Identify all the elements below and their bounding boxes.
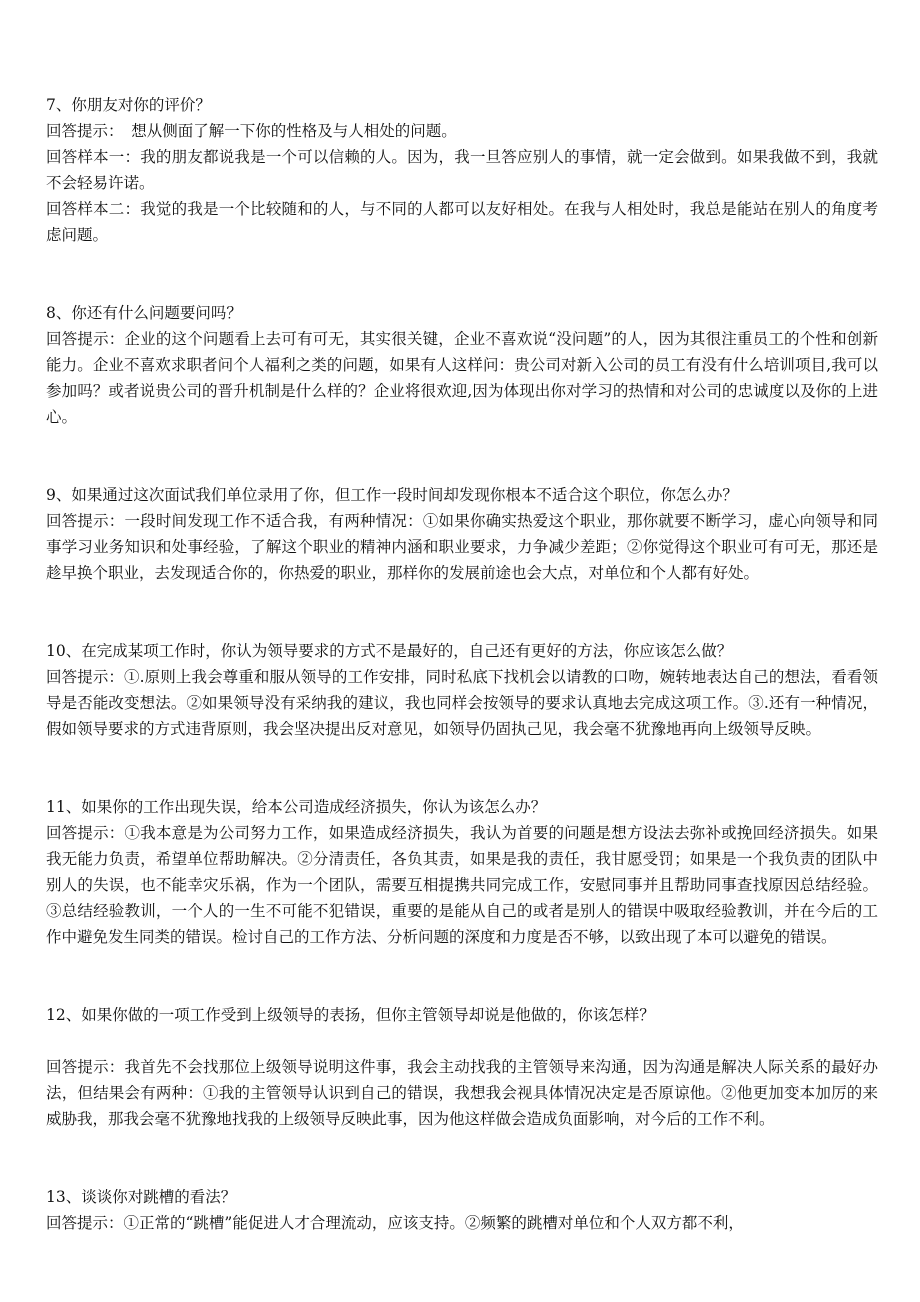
qa-item-9 [46,482,878,586]
paragraph-gap [46,1028,878,1054]
answer-paragraph: 回答样本二：我觉的我是一个比较随和的人，与不同的人都可以友好相处。在我与人相处时，我总是能站在别人的角度考虑问题。 [46,200,878,244]
document-page [46,92,878,1288]
answer-paragraph: 回答提示：①正常的“跳槽”能促进人才合理流动，应该支持。②频繁的跳槽对单位和个人双方都不利， [46,1214,744,1232]
qa-item-12 [46,1002,878,1132]
answer-paragraph: 回答提示：①.原则上我会尊重和服从领导的工作安排，同时私底下找机会以请教的口吻，婉转地表达自己的想法，看看领导是否能改变想法。②如果领导没有采纳我的建议，我也同样会按领导的要求认真地去完成这项工作。③.还有一种情况，假如领导要求的方式违背原则，我会坚决提出反对意见，如领导仍固执己见，我会毫不犹豫地再向上级领导反映。 [46,668,878,738]
question-heading: 9、如果通过这次面试我们单位录用了你，但工作一段时间却发现你根本不适合这个职位，你怎么办？ [46,486,738,504]
question-heading: 10、在完成某项工作时，你认为领导要求的方式不是最好的，自己还有更好的方法，你应该怎么做？ [46,642,733,660]
answer-paragraph: 回答提示：①我本意是为公司努力工作，如果造成经济损失，我认为首要的问题是想方设法去弥补或挽回经济损失。如果我无能力负责，希望单位帮助解决。②分清责任，各负其责，如果是我的责任，我甘愿受罚；如果是一个我负责的团队中别人的失误，也不能幸灾乐祸，作为一个团队，需要互相提携共同完成工作，安慰同事并且帮助同事查找原因总结经验。③总结经验教训，一个人的一生不可能不犯错误，重要的是能从自己的或者是别人的错误中吸取经验教训，并在今后的工作中避免发生同类的错误。检讨自己的工作方法、分析问题的深度和力度是否不够，以致出现了本可以避免的错误。 [46,824,878,946]
question-heading: 12、如果你做的一项工作受到上级领导的表扬，但你主管领导却说是他做的，你该怎样？ [46,1006,655,1024]
question-heading: 7、你朋友对你的评价？ [46,96,211,114]
question-heading: 11、如果你的工作出现失误，给本公司造成经济损失，你认为该怎么办？ [46,798,547,816]
question-heading: 8、你还有什么问题要问吗？ [46,304,242,322]
answer-paragraph: 回答提示： 想从侧面了解一下你的性格及与人相处的问题。 [46,122,457,140]
qa-item-7 [46,92,878,248]
answer-paragraph: 回答提示：我首先不会找那位上级领导说明这件事，我会主动找我的主管领导来沟通，因为沟通是解决人际关系的最好办法，但结果会有两种：①我的主管领导认识到自己的错误，我想我会视具体情况决定是否原谅他。②他更加变本加厉的来威胁我，那我会毫不犹豫地找我的上级领导反映此事，因为他这样做会造成负面影响，对今后的工作不利。 [46,1058,878,1128]
qa-item-8 [46,300,878,430]
question-heading: 13、谈谈你对跳槽的看法？ [46,1188,237,1206]
answer-paragraph: 回答提示：一段时间发现工作不适合我，有两种情况：①如果你确实热爱这个职业，那你就要不断学习，虚心向领导和同事学习业务知识和处事经验，了解这个职业的精神内涵和职业要求，力争减少差距；②你觉得这个职业可有可无，那还是趁早换个职业，去发现适合你的，你热爱的职业，那样你的发展前途也会大点，对单位和个人都有好处。 [46,512,878,582]
answer-paragraph: 回答提示：企业的这个问题看上去可有可无，其实很关键，企业不喜欢说“没问题”的人，因为其很注重员工的个性和创新能力。企业不喜欢求职者问个人福利之类的问题，如果有人这样问：贵公司对新入公司的员工有没有什么培训项目,我可以参加吗？或者说贵公司的晋升机制是什么样的？企业将很欢迎,因为体现出你对学习的热情和对公司的忠诚度以及你的上进心。 [46,330,878,426]
qa-item-10 [46,638,878,742]
answer-paragraph: 回答样本一：我的朋友都说我是一个可以信赖的人。因为，我一旦答应别人的事情，就一定会做到。如果我做不到，我就不会轻易许诺。 [46,148,878,192]
qa-item-13 [46,1184,878,1236]
qa-item-11 [46,794,878,950]
